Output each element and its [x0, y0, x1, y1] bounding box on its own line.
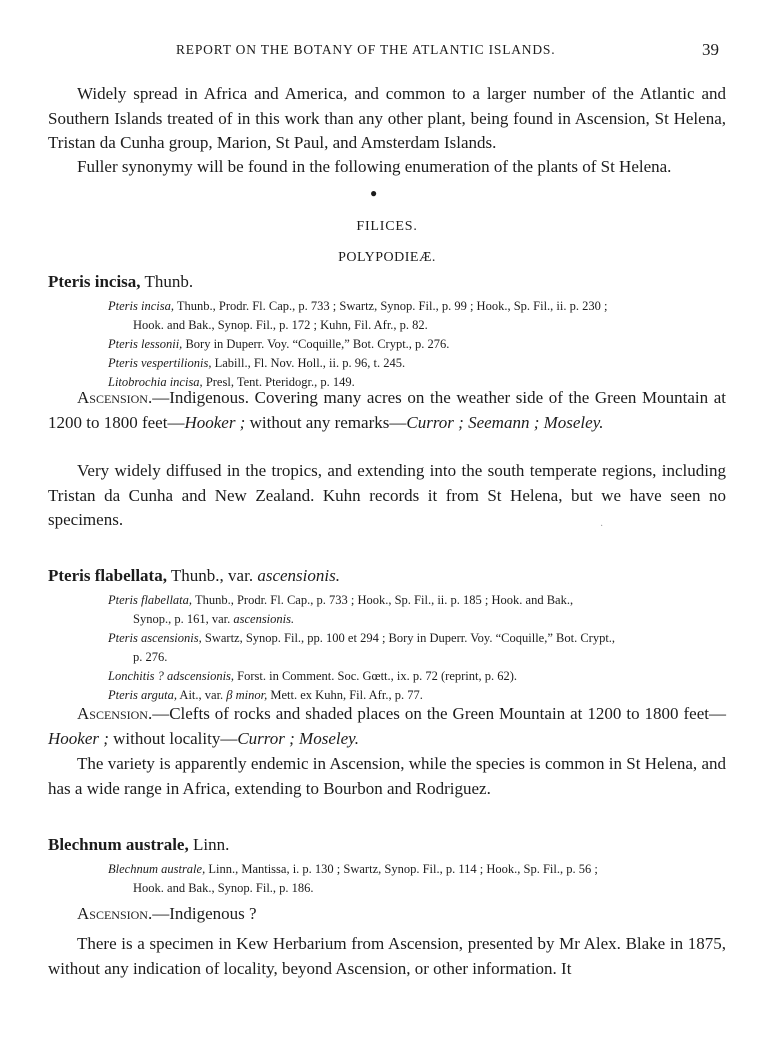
- synonym-continuation: Hook. and Bak., Synop. Fil., p. 186.: [133, 881, 314, 895]
- synonym-ref: Ait., var.: [179, 688, 224, 702]
- collector: Hooker ;: [48, 728, 109, 748]
- synonym-name: Lonchitis ? adscensionis,: [108, 669, 235, 683]
- locality-remark: without any remarks—: [245, 412, 407, 432]
- synonym-entry: [108, 335, 728, 354]
- synonym-ref-tail: Mett. ex Kuhn, Fil. Afr., p. 77.: [270, 688, 423, 702]
- running-title: REPORT ON THE BOTANY OF THE ATLANTIC ISLANDS.: [176, 42, 556, 57]
- synonym-ref: Presl, Tent. Pteridogr., p. 149.: [205, 375, 355, 389]
- synonym-continuation: [108, 610, 728, 629]
- locality-text: —Indigenous ?: [152, 904, 257, 923]
- species-variety: ascensionis.: [257, 566, 340, 585]
- synonym-ref: Thunb., Prodr. Fl. Cap., p. 733 ; Swartz, Synop. Fil., p. 99 ; Hook., Sp. Fil., ii. p. 230 ;: [176, 299, 608, 313]
- synonym-entry: [108, 667, 728, 686]
- locality-paragraph: [48, 702, 726, 751]
- locality-text: —Clefts of rocks and shaded places on the Green Mountain at 1200 to 1800 feet—: [152, 704, 726, 723]
- synonym-entry: [108, 860, 728, 879]
- synonym-variety: ascensionis.: [233, 612, 295, 626]
- locality-paragraph: [48, 386, 726, 435]
- bullet-mark: ●: [370, 186, 378, 200]
- synonym-list: [108, 591, 728, 705]
- synonym-name: Pteris flabellata,: [108, 593, 193, 607]
- synonym-ref: Labill., Fl. Nov. Holl., ii. p. 96, t. 245.: [214, 356, 406, 370]
- locality-label: Ascension.: [77, 904, 153, 923]
- collector: Hooker ;: [184, 412, 246, 432]
- intro-paragraph-2: Fuller synonymy will be found in the following enumeration of the plants of St Helena.: [77, 157, 672, 176]
- species-heading: [48, 566, 340, 586]
- family-heading: FILICES.: [356, 219, 418, 234]
- locality-paragraph: [48, 902, 726, 927]
- intro-paragraph-1: Widely spread in Africa and America, and common to a larger number of the Atlantic and Southern Islands treated of in this work than any other plant, being found in Ascension, St Helena, Tristan da Cunha group, Marion, St Paul, and Amsterdam Islands.: [48, 84, 726, 152]
- synonym-entry: [108, 629, 728, 648]
- synonym-ref: Thunb., Prodr. Fl. Cap., p. 733 ; Hook., Sp. Fil., ii. p. 185 ; Hook. and Bak.,: [194, 593, 574, 607]
- synonym-list: [108, 860, 728, 898]
- synonym-name: Pteris ascensionis,: [108, 631, 202, 645]
- species-heading: [48, 835, 229, 855]
- synonym-ref: Bory in Duperr. Voy. “Coquille,” Bot. Crypt., p. 276.: [185, 337, 450, 351]
- locality-label: Ascension.: [77, 704, 153, 723]
- species-author: Thunb., var.: [170, 566, 254, 585]
- tribe-heading: POLYPODIEÆ.: [338, 250, 436, 265]
- synonym-name: Litobrochia incisa,: [108, 375, 203, 389]
- distribution-note: Very widely diffused in the tropics, and extending into the south temperate regions, including Tristan da Cunha and New Zealand. Kuhn records it from St Helena, but we have seen no specimens.: [48, 461, 726, 529]
- synonym-entry: [108, 354, 728, 373]
- collectors: Curror ; Moseley.: [237, 728, 360, 748]
- synonym-name: Pteris vespertilionis,: [108, 356, 212, 370]
- synonym-continuation: p. 276.: [133, 650, 168, 664]
- synonym-entry: [108, 297, 728, 316]
- synonym-ref-cont: Synop., p. 161, var.: [133, 612, 231, 626]
- synonym-name: Blechnum australe,: [108, 862, 206, 876]
- distribution-note: The variety is apparently endemic in Ascension, while the species is common in St Helena, and has a wide range in Africa, extending to Bourbon and Rodriguez.: [48, 754, 726, 798]
- collectors: Curror ; Seemann ; Moseley.: [406, 412, 604, 432]
- species-author: Linn.: [192, 835, 230, 854]
- synonym-continuation: Hook. and Bak., Synop. Fil., p. 172 ; Kuhn, Fil. Afr., p. 82.: [133, 318, 428, 332]
- species-name: Pteris incisa,: [48, 272, 141, 291]
- synonym-name: Pteris arguta,: [108, 688, 177, 702]
- synonym-variety: β minor,: [226, 688, 268, 702]
- locality-label: Ascension.: [77, 388, 153, 407]
- distribution-note: There is a specimen in Kew Herbarium from Ascension, presented by Mr Alex. Blake in 1875, without any indication of locality, beyond Ascension, or other information. It: [48, 934, 726, 978]
- page-number: 39: [702, 40, 719, 59]
- synonym-ref: Swartz, Synop. Fil., pp. 100 et 294 ; Bory in Duperr. Voy. “Coquille,” Bot. Crypt.,: [204, 631, 616, 645]
- synonym-ref: Forst. in Comment. Soc. Gœtt., ix. p. 72 (reprint, p. 62).: [237, 669, 518, 683]
- synonym-name: Pteris incisa,: [108, 299, 174, 313]
- locality-remark: without locality—: [108, 728, 238, 748]
- species-name: Blechnum australe,: [48, 835, 189, 854]
- locality-text: —Indigenous. Covering many acres on the weather side of the Green Mountain at 1200 to 1800 feet—: [48, 388, 726, 432]
- species-author: Thunb.: [144, 272, 194, 291]
- species-name: Pteris flabellata,: [48, 566, 167, 585]
- synonym-name: Pteris lessonii,: [108, 337, 183, 351]
- synonym-ref: Linn., Mantissa, i. p. 130 ; Swartz, Synop. Fil., p. 114 ; Hook., Sp. Fil., p. 56 ;: [208, 862, 598, 876]
- synonym-list: [108, 297, 728, 392]
- species-heading: [48, 272, 193, 292]
- stray-mark: ·: [600, 521, 604, 532]
- synonym-entry: [108, 591, 728, 610]
